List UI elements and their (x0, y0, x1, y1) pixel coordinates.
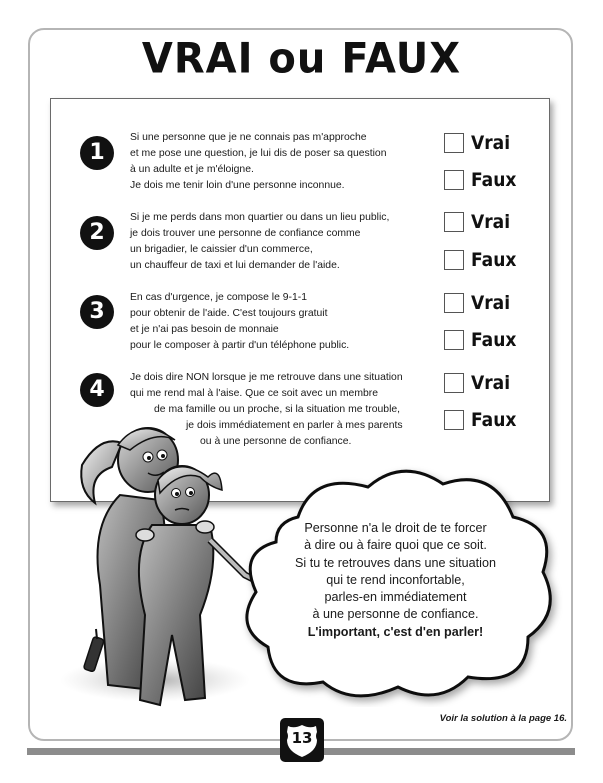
checkbox[interactable] (444, 330, 464, 350)
checkbox[interactable] (444, 373, 464, 393)
question-4-vrai-option[interactable] (444, 372, 514, 394)
callout-text (258, 520, 533, 641)
question-number-badge: 3 (80, 295, 114, 329)
question-number-badge: 2 (80, 216, 114, 250)
question-1-faux-option[interactable] (444, 169, 521, 191)
question-1-text (130, 130, 386, 194)
question-4-faux-option[interactable] (444, 409, 521, 431)
question-line: un brigadier, le caissier d'un commerce, (130, 244, 313, 255)
question-line: ou à une personne de confiance. (200, 436, 352, 447)
question-3-text (130, 290, 349, 354)
vrai-label: Vrai (471, 292, 511, 314)
question-3-vrai-option[interactable] (444, 292, 514, 314)
question-number-badge: 1 (80, 136, 114, 170)
vrai-label: Vrai (471, 372, 511, 394)
question-1-vrai-option[interactable] (444, 132, 514, 154)
checkbox[interactable] (444, 250, 464, 270)
checkbox[interactable] (444, 410, 464, 430)
question-number-badge: 4 (80, 373, 114, 407)
checkbox[interactable] (444, 212, 464, 232)
callout-line: Si tu te retrouves dans une situation (295, 555, 496, 570)
question-line: Je dois dire NON lorsque je me retrouve dans une situation (130, 372, 403, 383)
solution-note: Voir la solution à la page 16. (439, 713, 567, 724)
page-number: 13 (291, 729, 313, 747)
question-2-text (130, 210, 389, 274)
question-line: pour le composer à partir d'un téléphone public. (130, 340, 350, 351)
faux-label: Faux (471, 169, 517, 191)
page-title: VRAI ou FAUX (141, 34, 462, 84)
question-line: et je n'ai pas besoin de monnaie (130, 324, 279, 335)
question-line: Si je me perds dans mon quartier ou dans un lieu public, (130, 212, 390, 223)
question-line: de ma famille ou un proche, si la situation me trouble, (154, 404, 401, 415)
question-line: En cas d'urgence, je compose le 9-1-1 (130, 292, 307, 303)
question-line: Si une personne que je ne connais pas m'approche (130, 132, 367, 143)
vrai-label: Vrai (471, 132, 511, 154)
question-line: je dois immédiatement en parler à mes parents (186, 420, 403, 431)
vrai-label: Vrai (471, 211, 511, 233)
page-number-badge (280, 718, 324, 762)
question-line: à un adulte et je m'éloigne. (130, 164, 254, 175)
callout-line: parles-en immédiatement (324, 590, 467, 605)
question-line: je dois trouver une personne de confiance comme (130, 228, 361, 239)
checkbox[interactable] (444, 170, 464, 190)
question-line: un chauffeur de taxi et lui demander de l'aide. (130, 260, 340, 271)
faux-label: Faux (471, 409, 517, 431)
question-line: Je dois me tenir loin d'une personne inconnue. (130, 180, 345, 191)
callout-line: qui te rend inconfortable, (326, 572, 465, 587)
callout-line: Personne n'a le droit de te forcer (304, 521, 487, 535)
question-3-faux-option[interactable] (444, 329, 521, 351)
faux-label: Faux (471, 249, 517, 271)
question-2-faux-option[interactable] (444, 249, 521, 271)
question-2-vrai-option[interactable] (444, 211, 514, 233)
question-line: et me pose une question, je lui dis de poser sa question (130, 148, 387, 159)
question-line: pour obtenir de l'aide. C'est toujours gratuit (130, 308, 328, 319)
older-girl-hair (81, 441, 122, 503)
checkbox[interactable] (444, 133, 464, 153)
callout-line: à une personne de confiance. (312, 607, 479, 622)
faux-label: Faux (471, 329, 517, 351)
callout-line: à dire ou à faire quoi que ce soit. (304, 538, 487, 553)
checkbox[interactable] (444, 293, 464, 313)
question-line: qui me rend mal à l'aise. Que ce soit avec un membre (130, 388, 379, 399)
callout-emphasis: L'important, c'est d'en parler! (307, 624, 484, 639)
